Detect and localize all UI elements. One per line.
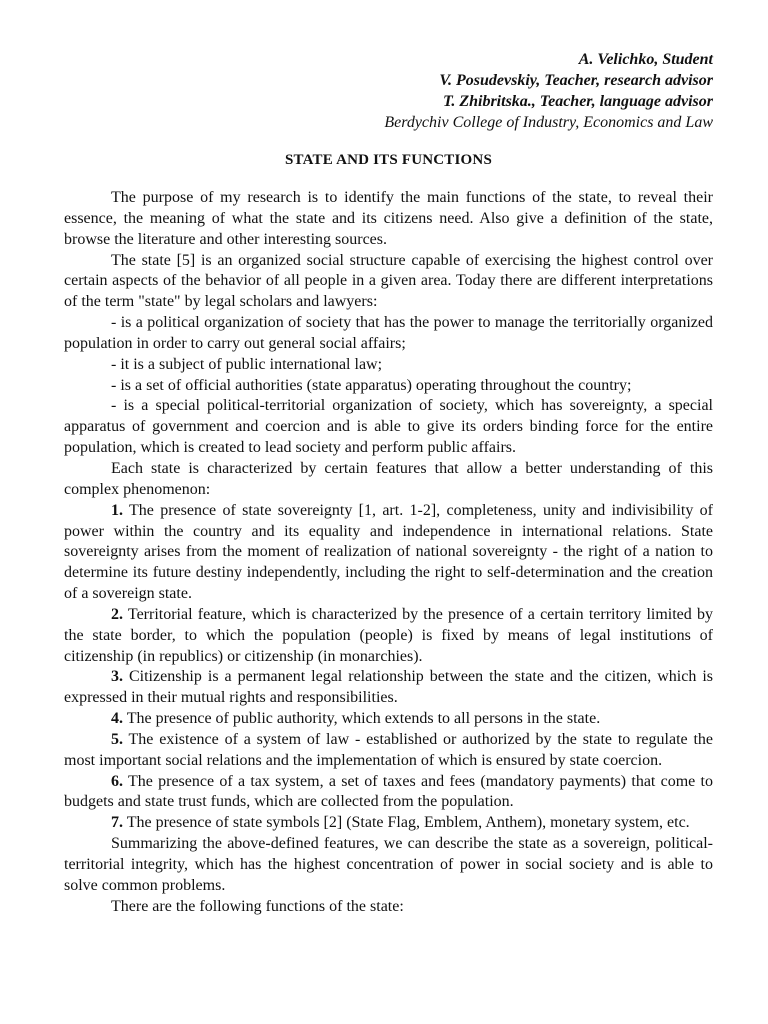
paragraph-text: There are the following functions of the state: xyxy=(111,897,404,915)
paragraph-text: Citizenship is a permanent legal relationship between the state and the citizen, which is expressed in their mutual rights and responsibilities. xyxy=(64,668,713,707)
paragraph-number: 1. xyxy=(111,501,123,519)
paragraph-text: Territorial feature, which is characterized by the presence of a certain territory limited by the state border, to which the population (people) is fixed by means of legal institutions of citizenship (in republics) or citizenship (in monarchies). xyxy=(64,605,713,665)
document-page xyxy=(64,49,713,918)
author-block xyxy=(64,49,713,133)
paragraph-text: - it is a subject of public international law; xyxy=(111,355,383,373)
paragraph xyxy=(64,605,713,668)
paragraph-text: The presence of public authority, which extends to all persons in the state. xyxy=(123,710,601,728)
paragraph-text: - is a set of official authorities (state apparatus) operating throughout the country; xyxy=(111,376,632,394)
paragraph-text: The presence of state symbols [2] (State Flag, Emblem, Anthem), monetary system, etc. xyxy=(123,814,690,832)
author-line: T. Zhibritska., Teacher, language advisor xyxy=(443,93,713,110)
paragraph xyxy=(64,897,713,918)
author-line: V. Posudevskiy, Teacher, research advisor xyxy=(439,72,713,89)
paragraph xyxy=(64,834,713,897)
paragraph xyxy=(64,813,713,834)
paragraph xyxy=(64,396,713,459)
paragraph xyxy=(64,501,713,605)
paragraph-text: Each state is characterized by certain features that allow a better understanding of this complex phenomenon: xyxy=(64,459,713,498)
paragraph-number: 2. xyxy=(111,605,123,623)
paragraph-number: 4. xyxy=(111,710,123,728)
body-text xyxy=(64,188,713,918)
paragraph xyxy=(64,355,713,376)
paragraph xyxy=(64,709,713,730)
paragraph xyxy=(64,251,713,314)
institution-line: Berdychiv College of Industry, Economics and Law xyxy=(384,114,713,131)
paragraph-text: The purpose of my research is to identify the main functions of the state, to reveal their essence, the meaning of what the state and its citizens need. Also give a definition of the state, browse the literature and other interesting sources. xyxy=(64,189,713,248)
paragraph xyxy=(64,730,713,772)
paragraph-text: - is a political organization of society that has the power to manage the territorially organized population in order to carry out general social affairs; xyxy=(64,314,713,352)
paragraph-text: Summarizing the above-defined features, we can describe the state as a sovereign, political-territorial integrity, which has the highest concentration of power in social society and is able to solve common problems. xyxy=(64,835,713,894)
paragraph-number: 6. xyxy=(111,772,123,790)
author-line: A. Velichko, Student xyxy=(578,51,713,68)
paragraph xyxy=(64,772,713,814)
paragraph-text: The existence of a system of law - established or authorized by the state to regulate the most important social relations and the implementation of which is ensured by state coercion. xyxy=(64,730,713,769)
paragraph-number: 7. xyxy=(111,814,123,832)
paragraph-text: The presence of a tax system, a set of taxes and fees (mandatory payments) that come to budgets and state trust funds, which are collected from the population. xyxy=(64,772,713,811)
paragraph-number: 3. xyxy=(111,668,123,686)
paragraph-text: The state [5] is an organized social structure capable of exercising the highest control over certain aspects of the behavior of all people in a given area. Today there are different interpretations of the term "state" by legal scholars and lawyers: xyxy=(64,251,713,311)
document-title: STATE AND ITS FUNCTIONS xyxy=(284,152,492,168)
paragraph-number: 5. xyxy=(111,730,123,748)
paragraph xyxy=(64,188,713,251)
paragraph xyxy=(64,667,713,709)
paragraph xyxy=(64,313,713,355)
paragraph-text: - is a special political-territorial organization of society, which has sovereignty, a special apparatus of government and coercion and is able to give its orders binding force for the entire population, which is created to lead society and perform public affairs. xyxy=(64,397,713,457)
paragraph xyxy=(64,376,713,397)
paragraph xyxy=(64,459,713,501)
paragraph-text: The presence of state sovereignty [1, art. 1-2], completeness, unity and indivisibility of power within the country and its equality and independence in international relations. State sovereignty arises from the moment of realization of national sovereignty - the right of a nation to determine its future destiny independently, including the right to self-determination and the creation of a sovereign state. xyxy=(64,501,713,603)
